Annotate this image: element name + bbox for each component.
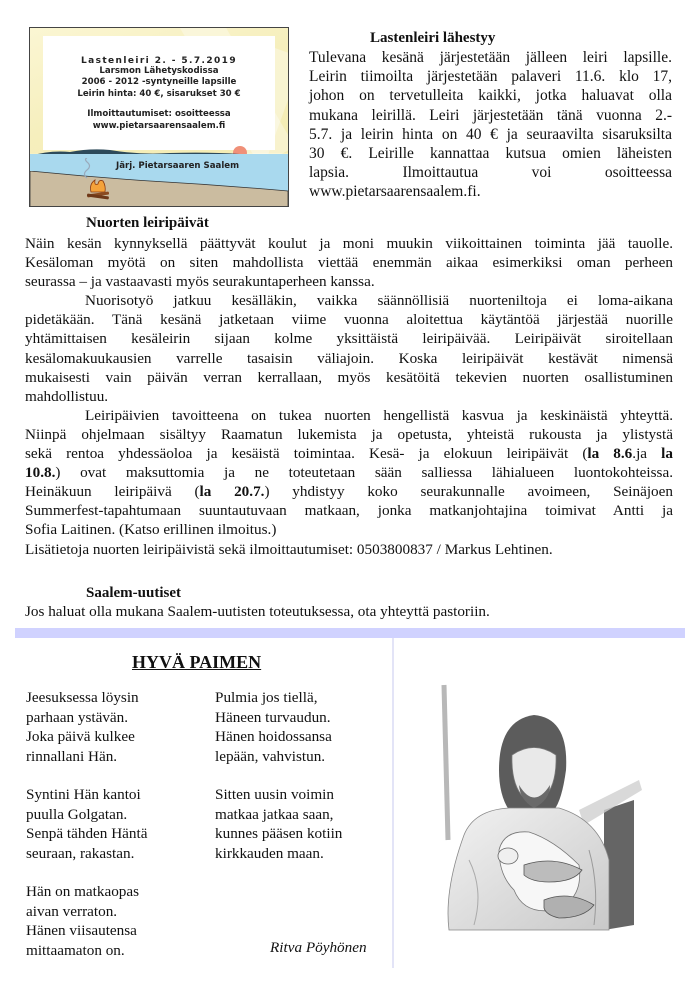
news-text: Jos haluat olla mukana Saalem-uutisten toteutuksessa, ota yhteyttä pastoriin.: [25, 603, 490, 620]
youth-article-title: Nuorten leiripäivät: [86, 215, 209, 231]
poster-line-title: Lastenleiri 2. - 5.7.2019: [80, 56, 237, 66]
date-july: la 20.7.: [199, 483, 265, 501]
youth-line: mahdollistuu.: [25, 387, 109, 405]
camp-poster: [29, 27, 289, 207]
section-divider-band: [15, 628, 685, 638]
poster-line-signup: Ilmoittautumiset: osoitteessa: [87, 109, 231, 120]
poem-line: Pulmia jos tiellä,: [215, 689, 318, 706]
poem-line: Jeesuksessa löysin: [26, 689, 139, 706]
poem-column-right: [215, 688, 342, 863]
poem-line: Syntini Hän kantoi: [26, 786, 141, 803]
youth-line: mukaisesti vain päivän verran kerrallaan, myös kesätöitä tekevien nuorten osallistuminen: [25, 368, 673, 386]
camp-url-text: www.pietarsaarensaalem.fi.: [309, 183, 481, 201]
poem-line: mittaamaton on.: [26, 941, 125, 959]
date-august: 10.8.: [25, 464, 56, 482]
youth-line: Leiripäivien tavoitteena on tukea nuorten hengellistä kasvua ja keskinäistä yhteyttä.: [85, 406, 673, 424]
poem-line: seuraan, rakastan.: [26, 844, 135, 862]
poem-line: rinnallani Hän.: [26, 747, 118, 765]
poster-line-ages: 2006 - 2012 -syntyneille lapsille: [81, 77, 237, 88]
poem-line: parhaan ystävän.: [26, 708, 129, 726]
poem-line: kunnes pääsen kotiin: [215, 825, 343, 842]
youth-line: Näin kesän kynnyksellä päättyvät koulut ja moni muukin viikoittainen toiminta jää tauolle.: [25, 235, 673, 252]
smoke-icon: [80, 158, 94, 180]
poem-line: puulla Golgatan.: [26, 805, 128, 823]
youth-line: seurassa – ja vastaavasti myös seurakuntaperheen kanssa.: [25, 273, 375, 291]
camp-article-title: Lastenleiri lähestyy: [370, 30, 496, 46]
poster-line-url: www.pietarsaarensaalem.fi: [92, 120, 226, 131]
poem-line: matkaa jatkaa saan,: [215, 805, 334, 823]
poem-column-left: [26, 688, 147, 960]
youth-line: Sofia Laitinen. (Katso erillinen ilmoitus.): [25, 521, 277, 539]
news-title: Saalem-uutiset: [86, 585, 181, 601]
camp-article-body: [309, 48, 672, 202]
camp-line: Leirin tiimoilta järjestetään palaveri 11.6. klo 17,: [309, 68, 672, 86]
poem-line: aivan verraton.: [26, 902, 118, 920]
camp-line: lapsia. Ilmoittautua voi osoitteessa: [309, 164, 672, 182]
camp-line: 5.7. ja leirin hinta on 40 € ja seuraavilta sisaruksilta: [309, 125, 672, 143]
poster-organizer: Järj. Pietarsaaren Saalem: [116, 161, 240, 171]
camp-line: 30 €. Leirille kannattaa kutsua omien läheisten: [309, 145, 672, 163]
poem-line: Sitten uusin voimin: [215, 786, 334, 803]
poem-line: Joka päivä kulkee: [26, 728, 135, 745]
date-june: la 8.6: [587, 445, 633, 463]
poster-line-price: Leirin hinta: 40 €, sisarukset 30 €: [77, 88, 241, 99]
poem-line: kirkkauden maan.: [215, 844, 324, 862]
campfire-icon: [85, 178, 111, 202]
camp-line: Tulevana kesänä järjestetään jälleen leiri lapsille.: [309, 49, 672, 66]
poem-line: Senpä tähden Häntä: [26, 825, 148, 842]
youth-line-dates: sekä rentoa yhdessäoloa ja kesäistä toimintaa. Kesä- ja elokuun leiripäivät (la 8.6.ja la: [25, 445, 673, 463]
youth-article-body: [25, 234, 673, 559]
shepherd-with-lamb-illustration: [404, 660, 654, 950]
youth-line: yhtämittaisen kesäleirin sijaan kolme yksittäistä leiripäivää. Leiripäivät siroitellaan: [25, 330, 673, 348]
column-divider-line: [392, 638, 394, 968]
date-august-prefix: la: [661, 445, 673, 463]
poem-author: Ritva Pöyhönen: [270, 939, 367, 956]
youth-line: Heinäkuun leiripäivä (la 20.7.) yhdistyy koko seurakunnalle avoimeen, Seinäjoen: [25, 483, 673, 501]
youth-line: Kesäloman myötä on siten mahdollista viettää enemmän aikaa esimerkiksi oman perheen: [25, 254, 673, 272]
poem-line: Häneen turvaudun.: [215, 708, 331, 726]
poem-line: Hänen viisautensa: [26, 922, 137, 939]
camp-line: mukana leirillä. Leiri järjestetään tänä vuonna 2.-: [309, 106, 672, 124]
poem-line: lepään, vahvistun.: [215, 747, 326, 765]
poem-title: HYVÄ PAIMEN: [132, 652, 262, 672]
youth-line: kesälomakuukausien varrelle tasaisin väliajoin. Koska leiripäivät kestävät nimensä: [25, 349, 673, 367]
youth-line: Summerfest-tapahtumaan suuntautuvaan matkaan, jonka matkanjohtajina toimivat Antti ja: [25, 502, 673, 520]
beach-shape: [30, 171, 288, 207]
youth-contact-line: Lisätietoja nuorten leiripäivistä sekä ilmoittautumiset: 0503800837 / Markus Lehtinen.: [25, 540, 553, 558]
poster-text-box: [43, 36, 275, 150]
youth-line: 10.8.) ovat maksuttomia ja ne toteutetaan sään salliessa lähialueen luontokohteissa.: [25, 464, 673, 482]
youth-line: Niinpä ohjelmaan sisältyy Raamatun lukemista ja opetusta, yhteistä rukousta ja ylistystä: [25, 425, 673, 443]
poster-line-location: Larsmon Lähetyskodissa: [99, 66, 219, 76]
poem-line: Hänen hoidossansa: [215, 728, 332, 745]
poem-line: Hän on matkaopas: [26, 883, 140, 900]
youth-line: Nuorisotyö jatkuu kesälläkin, vaikka säännöllisiä nuorteniltoja ei loma-aikana: [85, 292, 673, 310]
camp-line: johon on tervetulleita kaikki, jotka haluavat olla: [309, 87, 672, 105]
youth-line: pidetäkään. Tänä kesänä jatketaan viime vuonna aloitettua käytäntöä järjestää nuorille: [25, 311, 673, 329]
